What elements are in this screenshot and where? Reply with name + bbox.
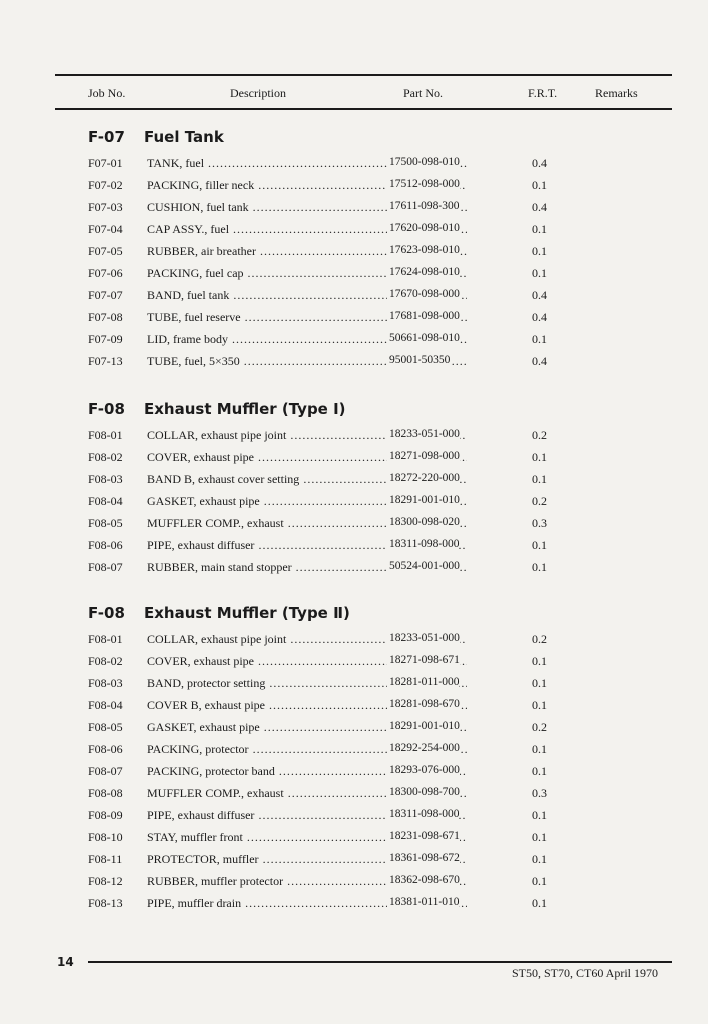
frt-value: 0.1 xyxy=(532,830,547,844)
part-description: BAND, protector setting ..... xyxy=(147,676,467,691)
frt-value: 0.1 xyxy=(532,266,547,280)
job-number: F07-02 xyxy=(88,178,123,192)
frt-value: 0.4 xyxy=(532,354,547,368)
part-number: 50661-098-010 xyxy=(389,332,460,344)
job-number: F08-08 xyxy=(88,786,123,800)
part-description: RUBBER, air breather ..... xyxy=(147,244,467,259)
part-number: 17623-098-010 xyxy=(389,244,460,256)
frt-value: 0.4 xyxy=(532,156,547,170)
part-description: GASKET, exhaust pipe ..... xyxy=(147,720,467,735)
part-number: 18361-098-672 xyxy=(389,852,460,864)
part-number: 18362-098-670 xyxy=(389,874,460,886)
part-number: 17620-098-010 xyxy=(389,222,460,234)
part-description: MUFFLER COMP., exhaust ..... xyxy=(147,786,467,801)
job-number: F07-03 xyxy=(88,200,123,214)
part-description: TUBE, fuel reserve ..... xyxy=(147,310,467,325)
part-number: 18291-001-010 xyxy=(389,720,460,732)
part-description: PIPE, exhaust diffuser ..... xyxy=(147,538,467,553)
frt-value: 0.2 xyxy=(532,720,547,734)
frt-value: 0.1 xyxy=(532,654,547,668)
job-number: F08-05 xyxy=(88,516,123,530)
part-number: 18311-098-000 xyxy=(389,808,460,820)
part-description: BAND B, exhaust cover setting ..... xyxy=(147,472,467,487)
part-number: 17512-098-000 xyxy=(389,178,460,190)
job-number: F08-02 xyxy=(88,450,123,464)
part-description: COVER, exhaust pipe ..... xyxy=(147,450,467,465)
part-number: 18231-098-671 xyxy=(389,830,460,842)
job-number: F07-09 xyxy=(88,332,123,346)
part-description: COLLAR, exhaust pipe joint ..... xyxy=(147,428,467,443)
frt-value: 0.1 xyxy=(532,808,547,822)
job-number: F07-13 xyxy=(88,354,123,368)
model-date: ST50, ST70, CT60 April 1970 xyxy=(512,966,659,980)
part-number: 18291-001-010 xyxy=(389,494,460,506)
job-number: F08-04 xyxy=(88,698,123,712)
frt-value: 0.1 xyxy=(532,698,547,712)
frt-value: 0.1 xyxy=(532,896,547,910)
part-description: PIPE, muffler drain ..... xyxy=(147,896,467,911)
part-number: 50524-001-000 xyxy=(389,560,460,572)
header-remarks: Remarks xyxy=(595,86,638,100)
footer-rule xyxy=(88,961,672,963)
part-description: CUSHION, fuel tank ..... xyxy=(147,200,467,215)
part-description: PROTECTOR, muffler ..... xyxy=(147,852,467,867)
frt-value: 0.1 xyxy=(532,472,547,486)
section-code: F-08 xyxy=(88,604,125,622)
part-number: 17611-098-300 xyxy=(389,200,460,212)
part-description: TUBE, fuel, 5×350 ..... xyxy=(147,354,467,369)
part-description: LID, frame body ..... xyxy=(147,332,467,347)
part-number: 18300-098-020 xyxy=(389,516,460,528)
page-number: 14 xyxy=(57,955,74,969)
header-part-no: Part No. xyxy=(403,86,443,100)
job-number: F08-11 xyxy=(88,852,123,866)
job-number: F08-07 xyxy=(88,764,123,778)
frt-value: 0.1 xyxy=(532,244,547,258)
job-number: F08-01 xyxy=(88,428,123,442)
part-number: 18292-254-000 xyxy=(389,742,460,754)
part-number: 18233-051-000 xyxy=(389,632,460,644)
frt-value: 0.1 xyxy=(532,676,547,690)
part-number: 18271-098-000 xyxy=(389,450,460,462)
part-description: COVER B, exhaust pipe ..... xyxy=(147,698,467,713)
job-number: F08-01 xyxy=(88,632,123,646)
frt-value: 0.1 xyxy=(532,560,547,574)
part-description: PACKING, protector ..... xyxy=(147,742,467,757)
part-number: 18272-220-000 xyxy=(389,472,460,484)
part-description: TANK, fuel ..... xyxy=(147,156,467,171)
part-number: 17670-098-000 xyxy=(389,288,460,300)
part-number: 18311-098-000 xyxy=(389,538,460,550)
frt-value: 0.1 xyxy=(532,332,547,346)
part-description: COVER, exhaust pipe ..... xyxy=(147,654,467,669)
part-description: COLLAR, exhaust pipe joint ..... xyxy=(147,632,467,647)
part-number: 18233-051-000 xyxy=(389,428,460,440)
job-number: F08-03 xyxy=(88,676,123,690)
frt-value: 0.4 xyxy=(532,200,547,214)
frt-value: 0.1 xyxy=(532,874,547,888)
section-title xyxy=(88,604,350,622)
part-description: MUFFLER COMP., exhaust ..... xyxy=(147,516,467,531)
part-number: 18281-098-670 xyxy=(389,698,460,710)
frt-value: 0.1 xyxy=(532,764,547,778)
section-name: Exhaust Muffler (Type Ⅱ) xyxy=(144,604,350,622)
job-number: F07-06 xyxy=(88,266,123,280)
part-description: RUBBER, muffler protector ..... xyxy=(147,874,467,889)
frt-value: 0.1 xyxy=(532,742,547,756)
job-number: F08-05 xyxy=(88,720,123,734)
frt-value: 0.4 xyxy=(532,288,547,302)
part-description: GASKET, exhaust pipe ..... xyxy=(147,494,467,509)
part-number: 17624-098-010 xyxy=(389,266,460,278)
header-rule xyxy=(55,108,672,110)
job-number: F08-04 xyxy=(88,494,123,508)
top-rule xyxy=(55,74,672,76)
part-description: BAND, fuel tank ..... xyxy=(147,288,467,303)
section-name: Exhaust Muffler (Type Ⅰ) xyxy=(144,400,346,418)
part-number: 95001-50350 xyxy=(389,354,451,366)
job-number: F08-03 xyxy=(88,472,123,486)
job-number: F08-13 xyxy=(88,896,123,910)
part-number: 18293-076-000 xyxy=(389,764,460,776)
part-description: RUBBER, main stand stopper ..... xyxy=(147,560,467,575)
header-description: Description xyxy=(230,86,286,100)
job-number: F07-04 xyxy=(88,222,123,236)
part-number: 18300-098-700 xyxy=(389,786,460,798)
frt-value: 0.3 xyxy=(532,786,547,800)
part-description: PIPE, exhaust diffuser ..... xyxy=(147,808,467,823)
header-frt: F.R.T. xyxy=(528,86,558,100)
part-number: 18271-098-671 xyxy=(389,654,460,666)
frt-value: 0.1 xyxy=(532,852,547,866)
part-description: PACKING, fuel cap ..... xyxy=(147,266,467,281)
frt-value: 0.2 xyxy=(532,494,547,508)
job-number: F08-06 xyxy=(88,742,123,756)
part-number: 17681-098-000 xyxy=(389,310,460,322)
job-number: F07-08 xyxy=(88,310,123,324)
part-number: 18381-011-010 xyxy=(389,896,460,908)
job-number: F08-09 xyxy=(88,808,123,822)
part-description: PACKING, protector band ..... xyxy=(147,764,467,779)
frt-value: 0.1 xyxy=(532,178,547,192)
frt-value: 0.2 xyxy=(532,632,547,646)
section-code: F-08 xyxy=(88,400,125,418)
job-number: F08-02 xyxy=(88,654,123,668)
job-number: F07-07 xyxy=(88,288,123,302)
job-number: F08-12 xyxy=(88,874,123,888)
part-description: CAP ASSY., fuel ..... xyxy=(147,222,467,237)
part-number: 17500-098-010 xyxy=(389,156,460,168)
section-code: F-07 xyxy=(88,128,125,146)
section-title xyxy=(88,128,224,146)
job-number: F08-07 xyxy=(88,560,123,574)
frt-value: 0.1 xyxy=(532,450,547,464)
frt-value: 0.3 xyxy=(532,516,547,530)
job-number: F08-10 xyxy=(88,830,123,844)
frt-value: 0.1 xyxy=(532,222,547,236)
section-title xyxy=(88,400,346,418)
job-number: F07-01 xyxy=(88,156,123,170)
frt-value: 0.2 xyxy=(532,428,547,442)
part-description: STAY, muffler front ..... xyxy=(147,830,467,845)
job-number: F07-05 xyxy=(88,244,123,258)
frt-value: 0.1 xyxy=(532,538,547,552)
frt-value: 0.4 xyxy=(532,310,547,324)
section-name: Fuel Tank xyxy=(144,128,224,146)
header-job-no: Job No. xyxy=(88,86,126,100)
part-number: 18281-011-000 xyxy=(389,676,460,688)
job-number: F08-06 xyxy=(88,538,123,552)
part-description: PACKING, filler neck ..... xyxy=(147,178,467,193)
